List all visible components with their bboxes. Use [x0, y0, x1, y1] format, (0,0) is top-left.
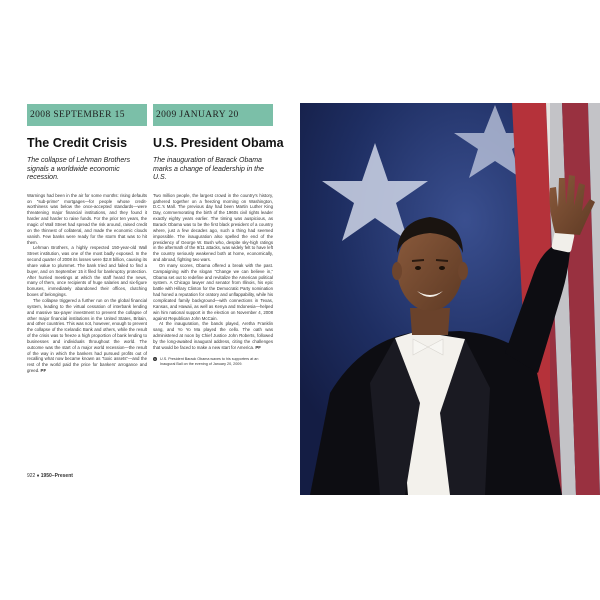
- page-number: 922: [27, 473, 36, 479]
- paragraph: Two million people, the largest crowd in the country’s history, gathered together on a freezing morning on Washington, D.C.’s Mall. The previous day had been Martin Luther King Day, commemorating the birth of the 1960s civil rights leader exactly eighty years earlier. The timing was auspicious, as Barack Obama was to be the first black president of a country where, just a few decades ago, such a thing had seemed impossible. The inauguration also spelled the end of the presidency of George W. Bush who, despite sky-high ratings in the aftermath of the 9/11 attacks, was widely felt to have left the country seriously weakened both at home, economically, and abroad, fighting two wars.: [153, 192, 273, 263]
- author-initials: PF: [255, 344, 261, 350]
- paragraph-last: [27, 298, 147, 374]
- article-credit-crisis: [27, 104, 147, 374]
- article-subtitle: The inauguration of Barack Obama marks a change of leadership in the U.S.: [153, 157, 264, 182]
- neck: [410, 308, 450, 335]
- date-bar: 2009 JANUARY 20: [153, 104, 273, 126]
- article-body: [153, 193, 273, 351]
- paragraph-text: The collapse triggered a further run on the global financial system, leading to the virtual cessation of interbank lending and massive tax-payer investment to prevent the collapse of other major financial institutions in the United States, Britain, and other countries. This was not, however, enough to prevent the collapse of the Icelandic Bank and others, while the result of the crisis was to freeze a high proportion of bank lending to businesses and individuals throughout the world. The outcome was the start of a major world recession—the result of the way in which the bankers had pursued profits out of recalling what now became known as “toxic assets”—and the rest of the world paid the price for bankers’ arrogance and greed.: [27, 297, 147, 374]
- ear: [392, 262, 402, 280]
- eye: [439, 266, 445, 270]
- photo-caption: [153, 357, 273, 367]
- photograph-obama-waving-icon: [300, 103, 600, 495]
- ear: [458, 262, 468, 280]
- article-title: U.S. President Obama: [153, 136, 284, 150]
- author-initials: PF: [40, 368, 47, 374]
- eye: [415, 266, 421, 270]
- paragraph: On many scores, Obama offered a break with the past. Campaigning with the slogan “Change we can believe in,” Obama set out to redefine and revitalize the American political system. A Chicago lawyer and senator from Illinois, his epic battle with Hillary Clinton for the Democratic Party nomination had honed a reputation for oratory and unflappability, while his complicated family background—with connections in Texas, Kansas, and Hawaii, as well as Kenya and Indonesia—helped win him national support in the election on November 4, 2008 against Republican John McCain.: [153, 262, 273, 321]
- footer-separator: ♦: [36, 473, 40, 479]
- caption-number-icon: 1: [154, 357, 156, 362]
- article-obama: [153, 104, 284, 367]
- paragraph: Lehman Brothers, a highly respected 150-year-old Wall Street institution, was one of the most badly exposed. In the second quarter of 2008 its losses were $2.8 billion, causing its share value to plummet. The bank tried and failed to find a buyer, and on September 15 it filed for bankruptcy protection. After hurried meetings at which the staff heard the news, many of them, once recipients of huge salaries and six-figure bonuses, immediately abandoned their offices, clutching boxes of belongings.: [27, 245, 147, 298]
- date-bar: 2008 SEPTEMBER 15: [27, 104, 147, 126]
- article-title: The Credit Crisis: [27, 136, 128, 150]
- section-name: 1950–Present: [40, 473, 73, 479]
- paragraph-last: [153, 321, 273, 350]
- caption-text: U.S. President Barack Obama waves to his supporters at an Inaugural Ball on the evening of January 20, 2009.: [160, 356, 259, 366]
- page-footer: [27, 473, 73, 479]
- article-subtitle: The collapse of Lehman Brothers signals a worldwide economic recession.: [27, 157, 131, 182]
- article-body: [27, 193, 147, 374]
- obama-photo: [300, 103, 600, 495]
- paragraph-text: At the inauguration, the bands played, Aretha Franklin sang, and Yo Yo Ma played the cello. The oath was administered at noon by Chief Justice John Roberts, followed by the long-awaited inaugural address, citing the challenges that would be faced to make a new start for America.: [153, 321, 273, 350]
- paragraph: Warnings had been in the air for some months: rising defaults on “sub-prime” mortgages—for people whose credit-worthiness was below the once-accepted standards—were threatening major financial institutions, and they found it harder and harder to raise funds. For the prior ten years, the magic of Wall Street had spread the risk around, raised credit on the thinnest of collateral, and made the economic clouds vanish. Few banks were ready for the storm that was to hit them.: [27, 192, 147, 245]
